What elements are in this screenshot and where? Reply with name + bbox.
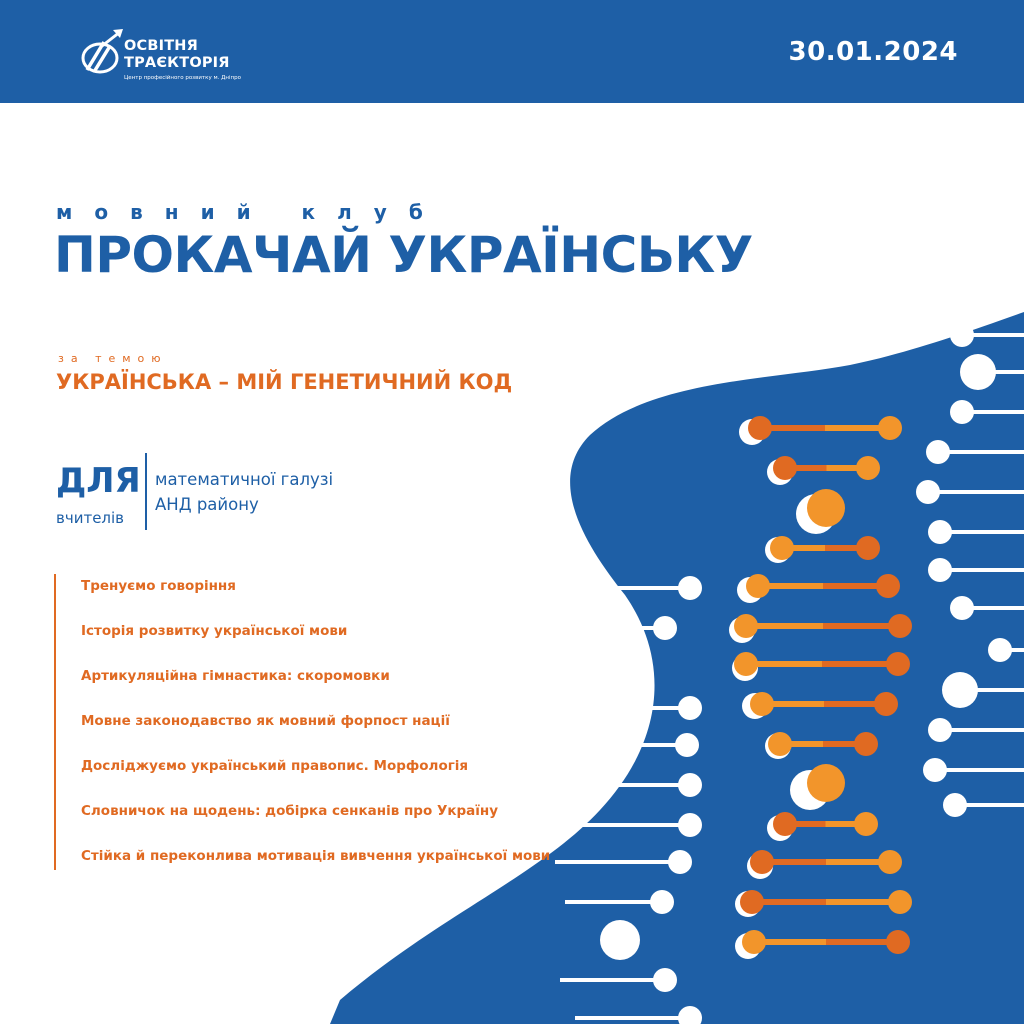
helix-white-node (942, 672, 978, 708)
helix-node-large (807, 489, 845, 527)
logo-line-1: ОСВІТНЯ (124, 38, 199, 54)
helix-white-node (928, 558, 952, 582)
topic-item: Історія розвитку української мови (81, 623, 348, 639)
event-date: 30.01.2024 (788, 37, 958, 67)
helix-node (734, 652, 758, 676)
for-sub-label: вчителів (56, 509, 125, 527)
helix-white-node (678, 696, 702, 720)
helix-node (854, 812, 878, 836)
helix-white-node (926, 440, 950, 464)
helix-node (750, 850, 774, 874)
topics-divider (54, 574, 56, 870)
logo-subtitle: Центр професійного розвитку м. Дніпро (124, 75, 241, 81)
helix-node (878, 416, 902, 440)
topic-item: Стійка й переконлива мотивація вивчення української мови (81, 848, 551, 864)
trajectory-logo-icon (80, 26, 124, 82)
helix-node (888, 614, 912, 638)
helix-white-node (916, 480, 940, 504)
helix-node (856, 536, 880, 560)
helix-white-node (675, 733, 699, 757)
helix-white-node (950, 323, 974, 347)
theme-title: УКРАЇНСЬКА – МІЙ ГЕНЕТИЧНИЙ КОД (56, 370, 513, 394)
helix-white-node (923, 758, 947, 782)
helix-node (876, 574, 900, 598)
helix-white-node (668, 850, 692, 874)
helix-node (770, 536, 794, 560)
page-title: ПРОКАЧАЙ УКРАЇНСЬКУ (54, 226, 753, 284)
helix-node (740, 890, 764, 914)
helix-white-node (653, 968, 677, 992)
audience-target-line-1: математичної галузі (155, 470, 334, 489)
topic-item: Тренуємо говоріння (81, 578, 236, 594)
topic-item: Словничок на щодень: добірка сенканів про Україну (81, 803, 499, 819)
helix-white-node (678, 576, 702, 600)
helix-node (854, 732, 878, 756)
helix-white-node (988, 638, 1012, 662)
helix-white-node (678, 813, 702, 837)
helix-node (734, 614, 758, 638)
helix-white-node (950, 596, 974, 620)
helix-white-node (928, 718, 952, 742)
topic-item: Мовне законодавство як мовний форпост нації (81, 713, 450, 729)
helix-white-node (678, 773, 702, 797)
helix-node (886, 930, 910, 954)
helix-node (874, 692, 898, 716)
helix-node (748, 416, 772, 440)
helix-white-node (943, 793, 967, 817)
helix-node (768, 732, 792, 756)
logo[interactable] (80, 26, 270, 84)
helix-white-node (600, 920, 640, 960)
helix-node (773, 456, 797, 480)
helix-node (878, 850, 902, 874)
helix-white-node (950, 400, 974, 424)
audience-target-line-2: АНД району (155, 495, 259, 514)
audience-target (155, 467, 333, 517)
helix-white-node (960, 354, 996, 390)
helix-node (742, 930, 766, 954)
logo-line-2: ТРАЄКТОРІЯ (124, 55, 230, 71)
helix-node (773, 812, 797, 836)
theme-label: за темою (58, 352, 168, 365)
for-label: ДЛЯ (56, 461, 141, 501)
header-bar (0, 0, 1024, 103)
topics-list (81, 576, 550, 891)
helix-node (856, 456, 880, 480)
helix-node-large (807, 764, 845, 802)
audience-block (56, 455, 376, 535)
helix-node (888, 890, 912, 914)
helix-white-node (653, 616, 677, 640)
topic-item: Досліджуємо український правопис. Морфологія (81, 758, 469, 774)
club-label: мовний клуб (56, 200, 445, 224)
helix-node (746, 574, 770, 598)
helix-white-node (928, 520, 952, 544)
helix-white-node (650, 890, 674, 914)
audience-divider (145, 453, 147, 530)
logo-text (124, 38, 230, 72)
helix-node (886, 652, 910, 676)
helix-node (750, 692, 774, 716)
topic-item: Артикуляційна гімнастика: скоромовки (81, 668, 390, 684)
